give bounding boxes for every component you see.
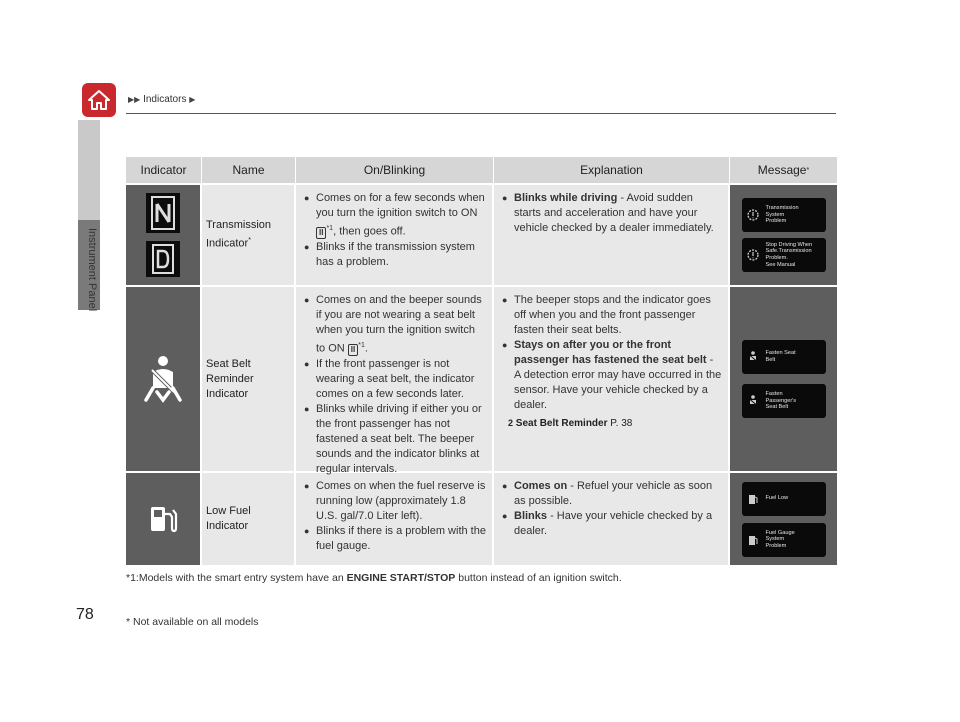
message-text (766, 495, 789, 502)
emphasis: Blinks while driving (514, 192, 618, 204)
breadcrumb-item[interactable]: Indicators (143, 94, 187, 105)
transmission-d-indicator-icon (146, 241, 180, 277)
name-cell (202, 473, 296, 565)
list-item (304, 240, 486, 270)
text: If the front passenger is not wearing a seat belt, the indicator comes on a few seconds later. (316, 357, 475, 400)
indicator-cell (126, 185, 202, 285)
header-on-blinking: On/Blinking (296, 157, 494, 183)
on-blinking-cell (296, 185, 494, 285)
message-cell (730, 287, 837, 471)
table-header (126, 157, 837, 183)
footnote-ignition (126, 572, 622, 584)
ignition-key-icon: II (316, 227, 326, 239)
footnote-ref: *1 (326, 225, 334, 232)
text: Blinks if the transmission system has a problem. (316, 240, 475, 268)
list-item (502, 509, 722, 539)
table-row (126, 287, 837, 475)
message-line: Transmission (765, 205, 799, 212)
list-item (304, 479, 486, 524)
fuel-small-icon (746, 492, 760, 506)
message-line: Stop Driving When (765, 241, 813, 248)
footnote-ref: *1 (358, 342, 365, 349)
ignition-key-icon: II (348, 344, 358, 356)
indicator-name: Seat Belt Reminder Indicator (206, 357, 254, 400)
on-blinking-cell (296, 473, 494, 565)
header-message (730, 157, 837, 183)
transmission-d-icon (150, 243, 176, 275)
list-item (502, 293, 722, 338)
breadcrumb-arrow-icon: ▶ (189, 95, 196, 104)
message-line: See Manual (765, 261, 796, 268)
cross-reference-link[interactable] (502, 416, 722, 431)
reference-page: P. 38 (610, 418, 633, 429)
explanation-cell (494, 473, 730, 565)
emphasis: ENGINE START/STOP (346, 572, 456, 584)
text: button instead of an ignition switch. (455, 572, 622, 584)
message-display (742, 340, 826, 374)
reference-label: Seat Belt Reminder (515, 418, 608, 429)
text: Comes on when the fuel reserve is running low (approximately 1.8 U.S. gal/7.0 Liter left). (316, 480, 486, 522)
name-cell (202, 185, 296, 285)
list-item (304, 357, 486, 402)
header-name: Name (202, 157, 296, 183)
list-item (304, 524, 486, 554)
name-star: * (248, 237, 251, 245)
text: - Avoid sudden starts and acceleration and have your vehicle checked by a dealer immediately. (514, 192, 714, 234)
breadcrumb (128, 94, 195, 105)
list-item (502, 338, 722, 413)
message-text (766, 350, 796, 363)
message-text (766, 391, 797, 411)
list-item (304, 402, 486, 477)
message-display (742, 384, 826, 418)
page-number: 78 (76, 606, 94, 623)
text: . (364, 342, 368, 355)
message-line: Problem (765, 542, 787, 549)
transmission-indicator-icon (146, 193, 180, 233)
on-blinking-cell (296, 287, 494, 475)
home-icon (87, 89, 111, 111)
sidebar-label: Instrument Panel (86, 228, 98, 312)
breadcrumb-arrow-icon: ▶▶ (128, 95, 141, 104)
list-item (502, 191, 722, 236)
indicator-name: Low Fuel Indicator (206, 505, 251, 532)
text: , then goes off. (333, 225, 406, 238)
emphasis: Stays on after you or the front passenger has fastened the seat belt (514, 339, 707, 366)
gear-warning-icon (746, 248, 760, 262)
message-line: System (765, 536, 785, 543)
message-line: Seat Belt (765, 404, 789, 411)
seat-belt-small-icon (746, 350, 760, 364)
message-cell (730, 473, 837, 565)
message-display (742, 523, 826, 557)
text: The beeper stops and the indicator goes off when you and the front passenger fasten their seat belts. (514, 294, 711, 336)
indicator-cell (126, 473, 202, 565)
message-line: System (765, 211, 785, 218)
list-item (304, 191, 486, 240)
list-item (304, 293, 486, 357)
message-display (742, 238, 826, 272)
reference-arrow-icon: 2 (508, 418, 514, 428)
message-cell (730, 185, 837, 285)
seat-belt-small-icon (746, 394, 760, 408)
message-line: Fuel Gauge (765, 529, 795, 536)
emphasis: Blinks (514, 510, 548, 522)
text: *1:Models with the smart entry system have an (126, 572, 347, 584)
message-display (742, 198, 826, 232)
emphasis: Comes on (514, 480, 568, 492)
transmission-n-icon (148, 195, 178, 231)
message-line: Belt (765, 357, 776, 363)
indicator-name: Transmission Indicator (206, 219, 271, 250)
message-line: Passenger's (765, 397, 797, 404)
text: Blinks if there is a problem with the fuel gauge. (316, 525, 486, 552)
message-line: Fuel Low (765, 495, 789, 502)
fuel-small-icon (746, 533, 760, 547)
text: - Refuel your vehicle as soon as possible. (514, 480, 713, 507)
header-rule (126, 113, 836, 114)
message-text (766, 205, 799, 225)
message-display (742, 482, 826, 516)
table-row (126, 473, 837, 565)
text: Blinks while driving if either you or the front passenger has not fastened a seat belt. The beeper sounds and the indicator blinks at regular intervals. (316, 402, 482, 475)
header-message-star: * (806, 166, 810, 174)
explanation-cell (494, 287, 730, 471)
text: - A detection error may have occurred in the sensor. Have your vehicle checked by a dealer. (514, 354, 722, 411)
message-line: Problem (765, 218, 787, 225)
message-text (766, 242, 813, 268)
text: Comes on and the beeper sounds if you are not wearing a seat belt when you turn the ignition switch to ON (316, 294, 482, 355)
name-cell (202, 287, 296, 471)
header-explanation: Explanation (494, 157, 730, 183)
message-line: Fasten (765, 391, 783, 398)
header-message-label: Message (757, 163, 807, 177)
table-row (126, 185, 837, 285)
text: - Have your vehicle checked by a dealer. (514, 510, 713, 537)
message-line: Problem. (765, 255, 788, 261)
message-line: Safe.Transmission (765, 248, 812, 255)
message-text (766, 530, 795, 550)
home-button[interactable] (82, 83, 116, 117)
gear-warning-icon (746, 208, 760, 222)
indicator-cell (126, 287, 202, 471)
fuel-pump-icon (146, 502, 180, 536)
header-indicator: Indicator (126, 157, 202, 183)
footnote-availability: * Not available on all models (126, 616, 259, 628)
text: Comes on for a few seconds when you turn the ignition switch to ON (316, 192, 485, 219)
list-item (502, 479, 722, 509)
seat-belt-icon (140, 354, 186, 404)
explanation-cell (494, 185, 730, 285)
message-line: Fasten Seat (765, 350, 796, 357)
indicator-table (126, 157, 837, 565)
sidebar-tab-light (78, 120, 100, 220)
